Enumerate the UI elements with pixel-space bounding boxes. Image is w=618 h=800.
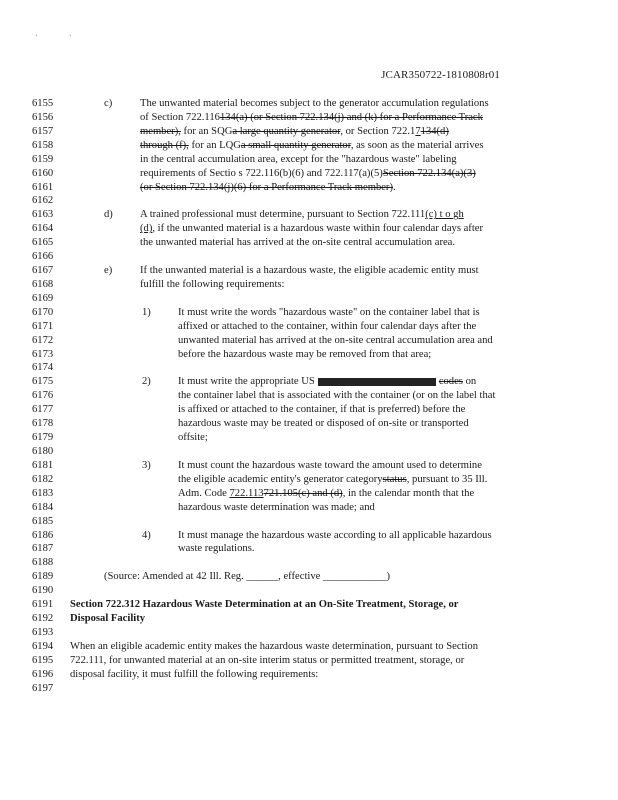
line-number: 6196 [32,668,54,680]
subsection-label: 4) [142,529,151,541]
text-run: hazardous waste may be treated or disposed of on-site or transported [178,418,469,430]
inserted-text: (c) t o gh [425,209,464,221]
text-run: , pursuant to 35 Ill. [406,473,488,485]
subsection-label: e) [104,265,113,277]
document-line [0,417,618,431]
line-text [178,334,493,348]
text-run: affixed or attached to the container, within four calendar days after the [178,320,477,332]
line-text [178,529,492,543]
document-line [0,208,618,222]
document-line [0,487,618,501]
text-run: (Source: Amended at 42 Ill. Reg. ______, effective ____________) [104,571,391,583]
line-number: 6187 [32,543,54,555]
deleted-text: Section 722.134(a)(3) [382,167,476,179]
text-run: fulfill the following requirements: [140,278,285,290]
line-text [140,139,483,153]
document-line [0,473,618,487]
line-text [70,640,478,654]
line-number: 6176 [32,390,54,402]
text-run: If the unwanted material is a hazardous waste, the eligible academic entity must [140,265,479,277]
document-line [0,556,618,570]
line-number: 6170 [32,306,54,318]
line-text [70,612,145,626]
section-heading: Section 722.312 Hazardous Waste Determination at an On-Site Treatment, Storage, or [70,599,459,611]
text-run: offsite; [178,432,208,444]
document-line [0,139,618,153]
text-run: , or Section 722.1 [340,125,416,137]
document-line [0,375,618,389]
line-number: 6175 [32,376,54,388]
line-number: 6191 [32,599,54,611]
document-line [0,125,618,139]
line-number: 6157 [32,125,54,137]
text-run: waste regulations. [178,543,255,555]
document-line [0,542,618,556]
deleted-text: a large quantity generator [232,125,341,137]
document-line [0,264,618,278]
line-text [140,153,457,167]
line-number: 6188 [32,557,54,569]
line-number: 6180 [32,446,54,457]
document-line [0,640,618,654]
document-line [0,459,618,473]
line-number: 6172 [32,334,54,346]
deleted-text: status [382,473,407,485]
deleted-text: a small quantity generator [240,139,351,151]
line-text [140,278,284,292]
line-text [140,264,479,278]
text-run: It must write the words "hazardous waste" on the container label that is [178,306,480,318]
document-line [0,612,618,626]
redaction-mark [318,378,436,386]
document-line [0,584,618,598]
line-number: 6164 [32,223,54,235]
deleted-text: 721.105(c) and (d) [263,487,343,499]
line-number: 6185 [32,515,54,527]
line-text [178,431,208,445]
subsection-label: d) [104,209,113,221]
line-text [140,236,455,250]
line-text [178,348,431,362]
text-run: , as soon as the material arrives [350,139,484,151]
line-text [178,501,375,515]
line-text [178,417,469,431]
line-number: 6181 [32,459,54,471]
line-number: 6158 [32,139,54,151]
line-text [140,97,489,111]
text-run: requirements of Sectio s 722.116(b)(6) and 722.117(a)(5) [140,167,383,179]
document-line [0,320,618,334]
line-text [178,375,476,389]
document-line [0,529,618,543]
text-run: It must count the hazardous waste toward the amount used to determine [178,459,482,471]
document-line [0,236,618,250]
line-number: 6189 [32,571,54,583]
inserted-text: 7 [415,125,421,137]
subsection-label: 1) [142,306,151,318]
document-line [0,306,618,320]
text-run: The unwanted material becomes subject to the generator accumulation regulations [140,98,489,109]
line-number: 6171 [32,320,54,332]
document-line [0,153,618,167]
line-text [140,111,483,125]
document-line [0,501,618,515]
line-number: 6190 [32,585,54,597]
text-run: hazardous waste determination was made; and [178,501,375,513]
line-number: 6192 [32,613,54,625]
line-text [140,125,449,139]
line-number: 6161 [32,181,54,193]
text-run: in the central accumulation area, except for the "hazardous waste" labeling [140,153,457,165]
line-text [178,306,480,320]
text-run: . [393,181,396,193]
line-text [178,320,476,334]
document-line [0,111,618,125]
line-number: 6197 [32,682,54,694]
deleted-text: 134(d) [420,125,449,137]
document-line [0,403,618,417]
line-text [140,167,476,181]
line-number: 6186 [32,529,54,541]
inserted-text: (d) [140,223,153,235]
line-text [140,208,464,222]
scan-specks [36,33,101,42]
line-number: 6169 [32,292,54,304]
line-number: 6184 [32,501,54,513]
document-line [0,598,618,612]
subsection-label: 3) [142,459,151,471]
scan-speck: ' [36,33,38,42]
line-text [178,459,482,473]
deleted-text: through (f), [140,139,189,151]
text-run: on [462,376,477,388]
line-number: 6194 [32,640,54,652]
line-text [140,222,483,236]
line-number: 6166 [32,251,54,263]
line-number: 6179 [32,432,54,444]
document-line [0,292,618,306]
document-line [0,570,618,584]
line-text [140,181,396,195]
line-text [70,654,464,668]
subsection-label: 2) [142,376,151,388]
line-text [178,487,474,501]
document-line [0,445,618,459]
text-run: of Section 722.116 [140,111,220,123]
document-line [0,194,618,208]
text-run: for an LQG [188,139,241,151]
document-line [0,348,618,362]
document-line [0,361,618,375]
document-line [0,181,618,195]
line-number: 6173 [32,348,54,360]
line-number: 6183 [32,487,54,499]
line-number: 6160 [32,167,54,179]
line-number: 6162 [32,195,54,207]
text-run: the unwanted material has arrived at the on-site central accumulation area. [140,237,456,249]
line-text [178,473,487,487]
line-text [104,570,390,584]
document-line [0,626,618,640]
text-run: the container label that is associated with the container (or on the label that [178,390,496,402]
text-run: Adm. Code [178,487,230,499]
text-run: is affixed or attached to the container, if that is preferred) before the [178,404,466,416]
inserted-text: 722.113 [229,487,264,499]
subsection-label: c) [104,98,113,109]
scan-speck: ' [69,33,71,42]
line-number: 6182 [32,473,54,485]
text-run: before the hazardous waste may be removed from that area; [178,348,432,360]
line-number: 6168 [32,278,54,290]
document-line [0,334,618,348]
text-run: It must manage the hazardous waste according to all applicable hazardous [178,529,492,541]
line-number: 6177 [32,404,54,416]
deleted-text: codes [438,376,463,388]
document-line [0,654,618,668]
text-run: When an eligible academic entity makes the hazardous waste determination, pursuant to Section [70,640,479,652]
text-run: , in the calendar month that the [342,487,475,499]
deleted-text: (or Section 722.134(j)(6) for a Performance Track member) [140,181,393,193]
line-number: 6163 [32,209,54,221]
text-run: , if the unwanted material is a hazardous waste within four calendar days after [152,223,483,235]
document-line [0,222,618,236]
line-number: 6156 [32,111,54,123]
text-run: It must write the appropriate US [178,376,315,388]
deleted-text: 134(a) (or Section 722.134(j) and (k) for a Performance Track [219,111,483,123]
text-run: A trained professional must determine, pursuant to Section 722.111 [140,209,426,221]
document-line [0,668,618,682]
line-number: 6165 [32,237,54,249]
line-number: 6167 [32,265,54,277]
document-line [0,278,618,292]
line-text [70,668,318,682]
text-run: 722.111, for unwanted material at an on-site interim status or permitted treatment, storage, or [70,654,465,666]
text-run: for an SQG [180,125,233,137]
line-number: 6195 [32,654,54,666]
line-number: 6159 [32,153,54,165]
line-text [70,598,459,612]
document-id: JCAR350722-1810808r01 [381,69,500,81]
line-text [178,389,495,403]
line-text [178,542,255,556]
text-run: disposal facility, it must fulfill the following requirements: [70,668,319,680]
document-line [0,167,618,181]
text-run: the eligible academic entity's generator category [178,473,383,485]
deleted-text: member), [140,125,181,137]
document-line [0,250,618,264]
document-line [0,97,618,111]
line-number: 6174 [32,362,54,374]
line-number: 6155 [32,98,54,109]
line-number: 6193 [32,626,54,638]
line-number: 6178 [32,418,54,430]
document-line [0,389,618,403]
text-run: unwanted material has arrived at the on-site central accumulation area and [178,334,493,346]
document-line [0,515,618,529]
document-line [0,431,618,445]
section-heading: Disposal Facility [70,613,146,625]
line-text [178,403,465,417]
document-line [0,682,618,696]
